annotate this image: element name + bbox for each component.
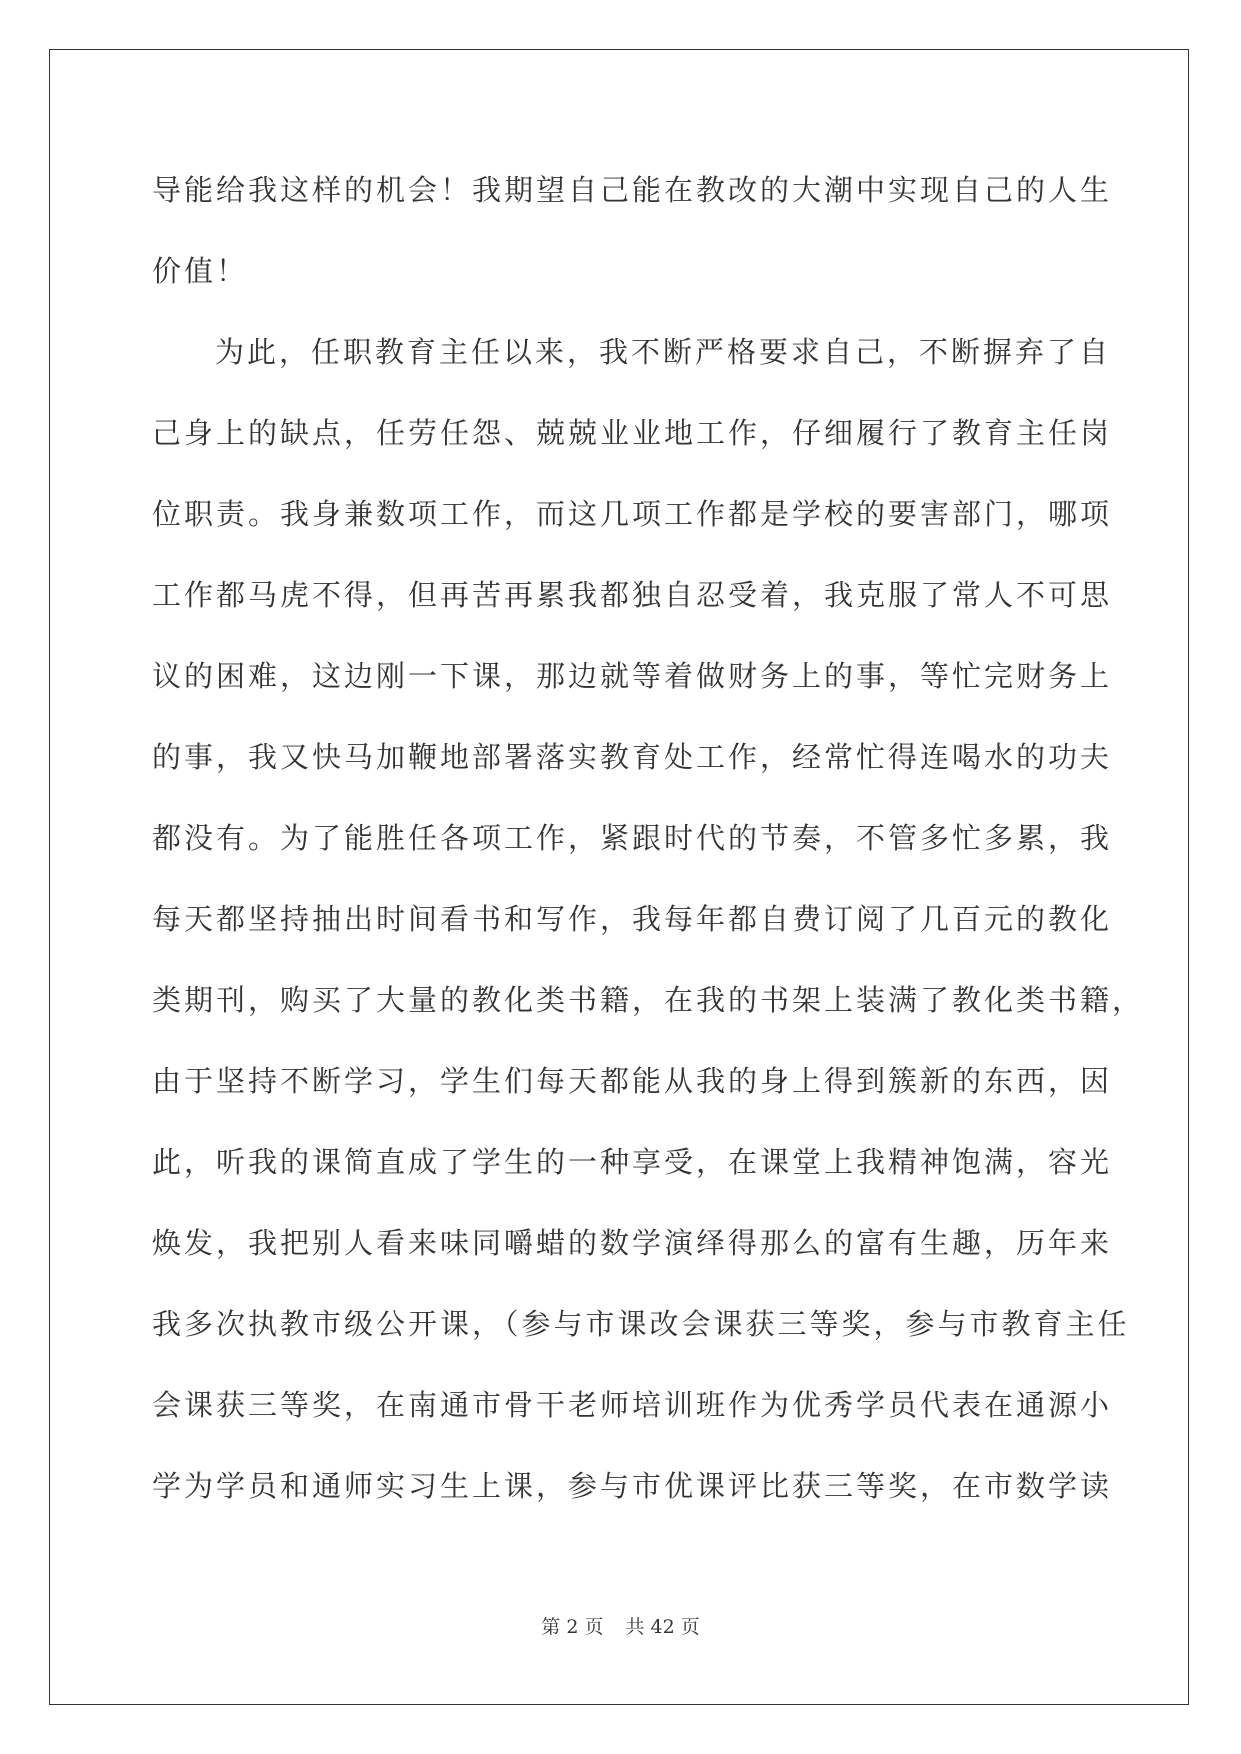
page-number: 第 2 页 [541, 1616, 604, 1638]
text-line: 议的困难，这边刚一下课，那边就等着做财务上的事，等忙完财务上 [152, 659, 1113, 693]
text-line: 位职责。我身兼数项工作，而这几项工作都是学校的要害部门，哪项 [152, 497, 1113, 531]
text-line: 的事，我又快马加鞭地部署落实教育处工作，经常忙得连喝水的功夫 [152, 740, 1113, 774]
page-footer [0, 1612, 1241, 1639]
text-line: 价值！ [152, 254, 249, 288]
text-line: 会课获三等奖，在南通市骨干老师培训班作为优秀学员代表在通源小 [152, 1388, 1113, 1422]
text-line: 我多次执教市级公开课，（参与市课改会课获三等奖，参与市教育主任 [152, 1307, 1130, 1341]
text-line: 由于坚持不断学习，学生们每天都能从我的身上得到簇新的东西，因 [152, 1064, 1113, 1098]
text-line: 此，听我的课简直成了学生的一种享受，在课堂上我精神饱满，容光 [152, 1145, 1113, 1179]
paragraph-start-line: 为此，任职教育主任以来，我不断严格要求自己，不断摒弃了自 [215, 335, 1112, 369]
text-line: 工作都马虎不得，但再苦再累我都独自忍受着，我克服了常人不可思 [152, 578, 1113, 612]
body-text [152, 161, 1145, 1538]
total-pages: 共 42 页 [625, 1616, 700, 1638]
text-line: 每天都坚持抽出时间看书和写作，我每年都自费订阅了几百元的教化 [152, 902, 1113, 936]
text-line: 类期刊，购买了大量的教化类书籍，在我的书架上装满了教化类书籍， [152, 983, 1145, 1017]
text-line: 都没有。为了能胜任各项工作，紧跟时代的节奏，不管多忙多累，我 [152, 821, 1113, 855]
text-line: 学为学员和通师实习生上课，参与市优课评比获三等奖，在市数学读 [152, 1469, 1113, 1503]
text-line: 导能给我这样的机会！我期望自己能在教改的大潮中实现自己的人生 [152, 173, 1113, 207]
text-line: 己身上的缺点，任劳任怨、兢兢业业地工作，仔细履行了教育主任岗 [152, 416, 1113, 450]
text-line: 焕发，我把别人看来味同嚼蜡的数学演绎得那么的富有生趣，历年来 [152, 1226, 1113, 1260]
